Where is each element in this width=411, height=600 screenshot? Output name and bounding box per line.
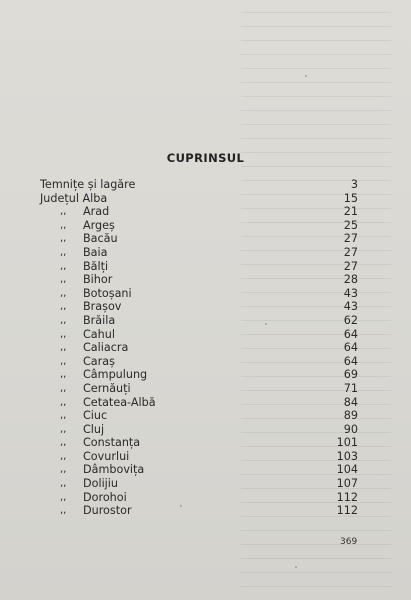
toc-entry xyxy=(40,491,358,505)
toc-entry-label: Cetatea-Albă xyxy=(83,395,156,409)
toc-entry-page: 25 xyxy=(343,218,358,232)
toc-entry-label: Caliacra xyxy=(83,341,129,355)
toc-entry-page: 112 xyxy=(336,490,358,504)
toc-entry xyxy=(40,341,358,355)
toc-entry xyxy=(40,328,358,342)
toc-entry-label: Dolijiu xyxy=(83,477,118,491)
toc-entry xyxy=(40,423,358,437)
toc-entry-label: Bacău xyxy=(83,232,118,246)
toc-entry xyxy=(40,436,358,450)
table-of-contents xyxy=(40,178,358,518)
toc-entry-label: Dorohoi xyxy=(83,490,127,504)
toc-entry-page: 43 xyxy=(343,286,358,300)
ditto-mark: ,, xyxy=(60,491,67,503)
ditto-mark: ,, xyxy=(60,464,67,476)
toc-entry-label: Caraș xyxy=(83,354,115,368)
toc-entry xyxy=(40,287,358,301)
toc-entry xyxy=(40,260,358,274)
toc-entry-page: 15 xyxy=(343,191,358,205)
ditto-mark: ,, xyxy=(60,246,67,258)
toc-entry-label: Brașov xyxy=(83,300,122,314)
toc-entry xyxy=(40,192,358,206)
toc-entry xyxy=(40,205,358,219)
toc-entry-page: 64 xyxy=(343,354,358,368)
toc-entry-page: 28 xyxy=(343,273,358,287)
ditto-mark: ,, xyxy=(60,369,67,381)
ditto-mark: ,, xyxy=(60,423,67,435)
toc-entry xyxy=(40,178,358,192)
toc-entry xyxy=(40,368,358,382)
ditto-mark: ,, xyxy=(60,301,67,313)
toc-entry xyxy=(40,450,358,464)
ditto-mark: ,, xyxy=(60,314,67,326)
toc-entry-page: 21 xyxy=(343,205,358,219)
toc-entry-page: 90 xyxy=(343,422,358,436)
paper-speck xyxy=(305,75,307,77)
toc-entry-label: Arad xyxy=(83,205,110,219)
toc-entry-label: Cahul xyxy=(83,327,115,341)
toc-entry-page: 27 xyxy=(343,259,358,273)
toc-entry-label: Bălți xyxy=(83,259,109,273)
ditto-mark: ,, xyxy=(60,219,67,231)
toc-entry xyxy=(40,355,358,369)
toc-entry-page: 27 xyxy=(343,232,358,246)
toc-entry-page: 107 xyxy=(336,477,358,491)
ditto-mark: ,, xyxy=(60,287,67,299)
page-number: 369 xyxy=(340,537,358,547)
ditto-mark: ,, xyxy=(60,396,67,408)
toc-entry xyxy=(40,300,358,314)
toc-entry-label: Botoșani xyxy=(83,286,132,300)
toc-entry-label: Argeș xyxy=(83,218,115,232)
toc-entry-label: Baia xyxy=(83,245,108,259)
page-title: CUPRINSUL xyxy=(166,151,245,165)
toc-entry-page: 43 xyxy=(343,300,358,314)
toc-entry-page: 84 xyxy=(343,395,358,409)
toc-entry-label: Județul Alba xyxy=(40,191,108,205)
ditto-mark: ,, xyxy=(60,450,67,462)
toc-entry-page: 104 xyxy=(336,463,358,477)
toc-entry-page: 27 xyxy=(343,245,358,259)
toc-entry xyxy=(40,314,358,328)
paper-speck xyxy=(180,505,182,507)
toc-entry-page: 62 xyxy=(343,313,358,327)
ditto-mark: ,, xyxy=(60,505,67,517)
ditto-mark: ,, xyxy=(60,410,67,422)
paper-speck xyxy=(295,566,297,568)
ditto-mark: ,, xyxy=(60,437,67,449)
toc-entry-label: Brăila xyxy=(83,313,116,327)
toc-entry-label: Constanța xyxy=(83,436,141,450)
ditto-mark: ,, xyxy=(60,478,67,490)
ditto-mark: ,, xyxy=(60,342,67,354)
toc-entry-page: 71 xyxy=(343,381,358,395)
toc-entry xyxy=(40,382,358,396)
toc-entry-page: 3 xyxy=(350,178,358,191)
toc-entry-page: 103 xyxy=(336,449,358,463)
toc-entry xyxy=(40,396,358,410)
toc-entry xyxy=(40,409,358,423)
toc-entry-label: Ciuc xyxy=(83,409,108,423)
ditto-mark: ,, xyxy=(60,274,67,286)
ditto-mark: ,, xyxy=(60,206,67,218)
toc-entry-label: Dâmbovița xyxy=(83,463,145,477)
toc-entry-page: 64 xyxy=(343,341,358,355)
ditto-mark: ,, xyxy=(60,328,67,340)
toc-entry-page: 89 xyxy=(343,409,358,423)
ditto-mark: ,, xyxy=(60,260,67,272)
toc-entry-label: Câmpulung xyxy=(83,368,148,382)
toc-entry-label: Covurlui xyxy=(83,449,130,463)
ditto-mark: ,, xyxy=(60,382,67,394)
ditto-mark: ,, xyxy=(60,355,67,367)
toc-entry-page: 101 xyxy=(336,436,358,450)
toc-entry xyxy=(40,504,358,518)
ditto-mark: ,, xyxy=(60,233,67,245)
toc-entry-page: 64 xyxy=(343,327,358,341)
toc-entry xyxy=(40,477,358,491)
toc-entry xyxy=(40,232,358,246)
toc-entry-label: Durostor xyxy=(83,504,132,518)
toc-entry-page: 112 xyxy=(336,504,358,518)
toc-entry-label: Temnițe și lagăre xyxy=(40,178,136,191)
toc-entry xyxy=(40,273,358,287)
toc-entry xyxy=(40,219,358,233)
toc-entry xyxy=(40,246,358,260)
toc-entry-page: 69 xyxy=(343,368,358,382)
toc-entry-label: Cernăuți xyxy=(83,381,131,395)
toc-entry xyxy=(40,463,358,477)
paper-speck xyxy=(265,323,267,325)
toc-entry-label: Bihor xyxy=(83,273,113,287)
toc-entry-label: Cluj xyxy=(83,422,105,436)
